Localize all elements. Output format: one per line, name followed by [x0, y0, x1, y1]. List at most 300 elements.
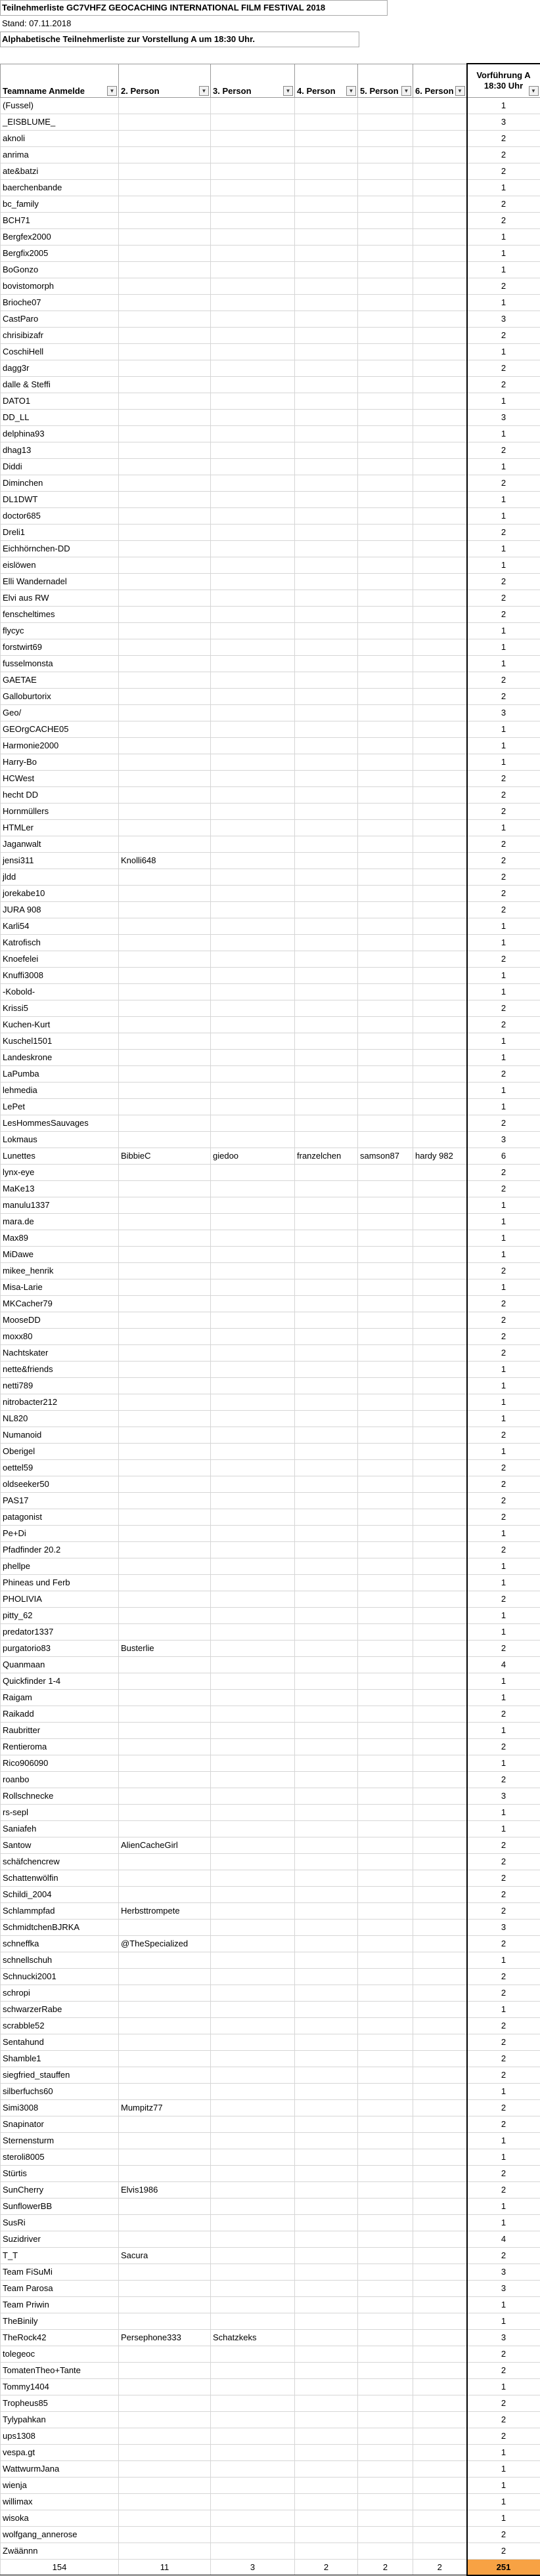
teamname-cell[interactable]: Harmonie2000 [1, 737, 119, 754]
person-6-cell[interactable] [413, 1902, 467, 1919]
person-4-cell[interactable] [295, 1492, 358, 1509]
count-cell[interactable]: 1 [467, 639, 540, 655]
person-3-cell[interactable] [211, 1558, 295, 1574]
person-2-cell[interactable]: Sacura [119, 2247, 211, 2264]
teamname-cell[interactable]: Tropheus85 [1, 2395, 119, 2411]
teamname-cell[interactable]: predator1337 [1, 1623, 119, 1640]
person-5-cell[interactable] [358, 1558, 413, 1574]
count-cell[interactable]: 3 [467, 114, 540, 130]
person-5-cell[interactable] [358, 524, 413, 540]
person-6-cell[interactable] [413, 2083, 467, 2099]
person-5-cell[interactable] [358, 245, 413, 261]
person-4-cell[interactable] [295, 590, 358, 606]
count-cell[interactable]: 2 [467, 442, 540, 458]
person-5-cell[interactable] [358, 540, 413, 557]
person-4-cell[interactable] [295, 2444, 358, 2460]
person-5-cell[interactable] [358, 343, 413, 360]
person-3-cell[interactable] [211, 491, 295, 507]
count-cell[interactable]: 2 [467, 1935, 540, 1952]
person-5-cell[interactable] [358, 1049, 413, 1065]
person-4-cell[interactable] [295, 885, 358, 901]
person-4-cell[interactable] [295, 639, 358, 655]
person-6-cell[interactable] [413, 1065, 467, 1082]
person-2-cell[interactable] [119, 2198, 211, 2214]
person-2-cell[interactable] [119, 2149, 211, 2165]
person-5-cell[interactable] [358, 1131, 413, 1148]
teamname-cell[interactable]: Eichhörnchen-DD [1, 540, 119, 557]
person-5-cell[interactable] [358, 2214, 413, 2231]
person-3-cell[interactable] [211, 1492, 295, 1509]
person-5-cell[interactable] [358, 1722, 413, 1738]
person-6-cell[interactable] [413, 2346, 467, 2362]
person-4-cell[interactable] [295, 458, 358, 475]
person-4-cell[interactable] [295, 475, 358, 491]
count-cell[interactable]: 2 [467, 1640, 540, 1656]
count-cell[interactable]: 1 [467, 2132, 540, 2149]
person-5-cell[interactable] [358, 261, 413, 278]
teamname-cell[interactable]: LaPumba [1, 1065, 119, 1082]
person-2-cell[interactable] [119, 836, 211, 852]
person-4-cell[interactable] [295, 1804, 358, 1820]
count-cell[interactable]: 2 [467, 376, 540, 393]
person-2-cell[interactable] [119, 1328, 211, 1344]
person-6-cell[interactable] [413, 2264, 467, 2280]
count-cell[interactable]: 1 [467, 2493, 540, 2510]
person-2-cell[interactable] [119, 1230, 211, 1246]
count-cell[interactable]: 2 [467, 1968, 540, 1985]
person-3-cell[interactable] [211, 2017, 295, 2034]
person-2-cell[interactable] [119, 2493, 211, 2510]
person-2-cell[interactable] [119, 1591, 211, 1607]
person-3-cell[interactable] [211, 1049, 295, 1065]
teamname-cell[interactable]: Schnucki2001 [1, 1968, 119, 1985]
person-6-cell[interactable] [413, 1985, 467, 2001]
total-cell[interactable]: 2 [358, 2559, 413, 2575]
person-6-cell[interactable] [413, 1640, 467, 1656]
person-5-cell[interactable] [358, 622, 413, 639]
person-2-cell[interactable] [119, 343, 211, 360]
person-2-cell[interactable] [119, 278, 211, 294]
person-2-cell[interactable] [119, 1098, 211, 1115]
person-3-cell[interactable] [211, 2165, 295, 2181]
person-6-cell[interactable] [413, 97, 467, 114]
person-4-cell[interactable] [295, 1853, 358, 1870]
teamname-cell[interactable]: GAETAE [1, 672, 119, 688]
count-cell[interactable]: 2 [467, 1738, 540, 1755]
person-6-cell[interactable] [413, 1509, 467, 1525]
person-6-cell[interactable] [413, 918, 467, 934]
person-4-cell[interactable] [295, 2034, 358, 2050]
person-4-cell[interactable] [295, 1344, 358, 1361]
person-5-cell[interactable] [358, 1394, 413, 1410]
teamname-cell[interactable]: schneffka [1, 1935, 119, 1952]
person-4-cell[interactable] [295, 343, 358, 360]
person-3-cell[interactable] [211, 1262, 295, 1279]
person-4-cell[interactable] [295, 1033, 358, 1049]
person-5-cell[interactable] [358, 2444, 413, 2460]
count-cell[interactable]: 3 [467, 1919, 540, 1935]
teamname-cell[interactable]: Max89 [1, 1230, 119, 1246]
person-4-cell[interactable] [295, 1902, 358, 1919]
person-5-cell[interactable] [358, 1788, 413, 1804]
person-3-cell[interactable] [211, 1476, 295, 1492]
teamname-cell[interactable]: MiDawe [1, 1246, 119, 1262]
count-cell[interactable]: 2 [467, 1706, 540, 1722]
teamname-cell[interactable]: flycyc [1, 622, 119, 639]
count-cell[interactable]: 1 [467, 1755, 540, 1771]
teamname-cell[interactable]: Snapinator [1, 2116, 119, 2132]
teamname-cell[interactable]: Diddi [1, 458, 119, 475]
count-cell[interactable]: 2 [467, 1016, 540, 1033]
person-4-cell[interactable] [295, 901, 358, 918]
person-4-cell[interactable] [295, 327, 358, 343]
teamname-cell[interactable]: Zwäännn [1, 2543, 119, 2559]
person-3-cell[interactable] [211, 163, 295, 179]
person-5-cell[interactable] [358, 1344, 413, 1361]
person-5-cell[interactable] [358, 672, 413, 688]
person-3-cell[interactable] [211, 1706, 295, 1722]
person-6-cell[interactable] [413, 1722, 467, 1738]
person-5-cell[interactable] [358, 146, 413, 163]
teamname-cell[interactable]: pitty_62 [1, 1607, 119, 1623]
total-cell[interactable]: 3 [211, 2559, 295, 2575]
person-4-cell[interactable] [295, 1197, 358, 1213]
person-4-cell[interactable] [295, 2264, 358, 2280]
count-cell[interactable]: 4 [467, 1656, 540, 1673]
person-5-cell[interactable] [358, 278, 413, 294]
count-cell[interactable]: 2 [467, 803, 540, 819]
count-cell[interactable]: 1 [467, 1213, 540, 1230]
count-cell[interactable]: 2 [467, 2395, 540, 2411]
person-6-cell[interactable] [413, 1459, 467, 1476]
count-cell[interactable]: 2 [467, 573, 540, 590]
person-3-cell[interactable] [211, 2362, 295, 2378]
person-5-cell[interactable] [358, 2149, 413, 2165]
person-2-cell[interactable] [119, 114, 211, 130]
count-cell[interactable]: 2 [467, 524, 540, 540]
person-5-cell[interactable] [358, 2411, 413, 2428]
person-3-cell[interactable] [211, 1279, 295, 1295]
person-6-cell[interactable] [413, 639, 467, 655]
count-cell[interactable]: 3 [467, 311, 540, 327]
count-cell[interactable]: 2 [467, 770, 540, 786]
person-3-cell[interactable] [211, 2493, 295, 2510]
person-2-cell[interactable] [119, 327, 211, 343]
person-4-cell[interactable] [295, 360, 358, 376]
person-6-cell[interactable] [413, 2444, 467, 2460]
person-3-cell[interactable] [211, 1788, 295, 1804]
teamname-cell[interactable]: Quanmaan [1, 1656, 119, 1673]
person-4-cell[interactable] [295, 311, 358, 327]
person-6-cell[interactable] [413, 2395, 467, 2411]
teamname-cell[interactable]: Brioche07 [1, 294, 119, 311]
person-5-cell[interactable] [358, 1820, 413, 1837]
person-5-cell[interactable] [358, 1377, 413, 1394]
person-4-cell[interactable] [295, 1377, 358, 1394]
person-2-cell[interactable] [119, 475, 211, 491]
person-4-cell[interactable] [295, 622, 358, 639]
person-2-cell[interactable] [119, 245, 211, 261]
teamname-cell[interactable]: Misa-Larie [1, 1279, 119, 1295]
person-3-cell[interactable] [211, 2460, 295, 2477]
person-2-cell[interactable] [119, 524, 211, 540]
total-cell[interactable]: 2 [295, 2559, 358, 2575]
teamname-cell[interactable]: Dreli1 [1, 524, 119, 540]
count-cell[interactable]: 2 [467, 196, 540, 212]
count-cell[interactable]: 2 [467, 1000, 540, 1016]
person-6-cell[interactable] [413, 1312, 467, 1328]
count-cell[interactable]: 1 [467, 2198, 540, 2214]
person-6-cell[interactable] [413, 1262, 467, 1279]
person-6-cell[interactable] [413, 2132, 467, 2149]
person-3-cell[interactable] [211, 146, 295, 163]
person-6-cell[interactable] [413, 885, 467, 901]
person-6-cell[interactable] [413, 360, 467, 376]
person-2-cell[interactable] [119, 819, 211, 836]
person-3-cell[interactable] [211, 114, 295, 130]
person-3-cell[interactable] [211, 343, 295, 360]
person-5-cell[interactable] [358, 1033, 413, 1049]
teamname-cell[interactable]: Pe+Di [1, 1525, 119, 1541]
count-cell[interactable]: 1 [467, 1607, 540, 1623]
person-5-cell[interactable] [358, 114, 413, 130]
person-4-cell[interactable] [295, 1689, 358, 1706]
person-2-cell[interactable]: Knolli648 [119, 852, 211, 869]
person-6-cell[interactable] [413, 475, 467, 491]
person-3-cell[interactable] [211, 1328, 295, 1344]
person-4-cell[interactable] [295, 1837, 358, 1853]
person-2-cell[interactable] [119, 2411, 211, 2428]
person-3-cell[interactable] [211, 1033, 295, 1049]
person-6-cell[interactable] [413, 786, 467, 803]
teamname-cell[interactable]: Schildi_2004 [1, 1886, 119, 1902]
teamname-cell[interactable]: Landeskrone [1, 1049, 119, 1065]
person-5-cell[interactable] [358, 1000, 413, 1016]
teamname-cell[interactable]: doctor685 [1, 507, 119, 524]
teamname-cell[interactable]: willimax [1, 2493, 119, 2510]
count-cell[interactable]: 1 [467, 458, 540, 475]
person-5-cell[interactable] [358, 2460, 413, 2477]
person-4-cell[interactable] [295, 2116, 358, 2132]
person-4-cell[interactable] [295, 1574, 358, 1591]
person-5-cell[interactable] [358, 1673, 413, 1689]
person-5-cell[interactable] [358, 1427, 413, 1443]
person-4-cell[interactable] [295, 2460, 358, 2477]
teamname-cell[interactable]: Shamble1 [1, 2050, 119, 2067]
person-5-cell[interactable] [358, 1016, 413, 1033]
count-cell[interactable]: 2 [467, 327, 540, 343]
person-6-cell[interactable] [413, 1197, 467, 1213]
person-4-cell[interactable] [295, 1098, 358, 1115]
person-4-cell[interactable] [295, 245, 358, 261]
person-6-cell[interactable] [413, 1427, 467, 1443]
filter-dropdown-icon[interactable]: ▼ [346, 86, 356, 96]
count-cell[interactable]: 1 [467, 1722, 540, 1738]
person-3-cell[interactable] [211, 540, 295, 557]
count-cell[interactable]: 2 [467, 1591, 540, 1607]
person-5-cell[interactable] [358, 1574, 413, 1591]
person-3-cell[interactable] [211, 2378, 295, 2395]
count-cell[interactable]: 2 [467, 951, 540, 967]
teamname-cell[interactable]: ups1308 [1, 2428, 119, 2444]
person-3-cell[interactable] [211, 1722, 295, 1738]
person-2-cell[interactable] [119, 770, 211, 786]
person-5-cell[interactable] [358, 836, 413, 852]
person-6-cell[interactable] [413, 1574, 467, 1591]
person-3-cell[interactable] [211, 590, 295, 606]
person-6-cell[interactable] [413, 934, 467, 951]
person-3-cell[interactable] [211, 2231, 295, 2247]
person-2-cell[interactable] [119, 393, 211, 409]
teamname-cell[interactable]: PHOLIVIA [1, 1591, 119, 1607]
count-cell[interactable]: 1 [467, 2444, 540, 2460]
person-2-cell[interactable]: Mumpitz77 [119, 2099, 211, 2116]
count-cell[interactable]: 2 [467, 2428, 540, 2444]
teamname-cell[interactable]: aknoli [1, 130, 119, 146]
person-6-cell[interactable] [413, 655, 467, 672]
teamname-cell[interactable]: HTMLer [1, 819, 119, 836]
person-4-cell[interactable] [295, 2247, 358, 2264]
teamname-cell[interactable]: Rentieroma [1, 1738, 119, 1755]
person-6-cell[interactable] [413, 261, 467, 278]
person-4-cell[interactable] [295, 2017, 358, 2034]
count-cell[interactable]: 2 [467, 1853, 540, 1870]
count-cell[interactable]: 1 [467, 622, 540, 639]
person-2-cell[interactable] [119, 2214, 211, 2231]
teamname-cell[interactable]: Kuchen-Kurt [1, 1016, 119, 1033]
person-2-cell[interactable] [119, 1427, 211, 1443]
person-4-cell[interactable] [295, 1591, 358, 1607]
teamname-cell[interactable]: LesHommesSauvages [1, 1115, 119, 1131]
person-6-cell[interactable] [413, 557, 467, 573]
person-4-cell[interactable] [295, 2280, 358, 2296]
person-4-cell[interactable] [295, 130, 358, 146]
person-2-cell[interactable] [119, 2460, 211, 2477]
teamname-cell[interactable]: mikee_henrik [1, 1262, 119, 1279]
person-3-cell[interactable] [211, 2428, 295, 2444]
count-cell[interactable]: 2 [467, 278, 540, 294]
person-5-cell[interactable] [358, 1541, 413, 1558]
person-3-cell[interactable] [211, 130, 295, 146]
teamname-cell[interactable]: Galloburtorix [1, 688, 119, 704]
person-4-cell[interactable] [295, 228, 358, 245]
person-3-cell[interactable] [211, 1952, 295, 1968]
count-cell[interactable]: 1 [467, 1197, 540, 1213]
person-5-cell[interactable] [358, 590, 413, 606]
person-3-cell[interactable] [211, 2477, 295, 2493]
person-2-cell[interactable] [119, 1607, 211, 1623]
person-5-cell[interactable] [358, 2493, 413, 2510]
person-3-cell[interactable] [211, 1065, 295, 1082]
person-2-cell[interactable] [119, 2346, 211, 2362]
person-3-cell[interactable] [211, 639, 295, 655]
person-2-cell[interactable] [119, 2296, 211, 2313]
person-5-cell[interactable] [358, 2099, 413, 2116]
teamname-cell[interactable]: Raikadd [1, 1706, 119, 1722]
person-4-cell[interactable] [295, 212, 358, 228]
person-6-cell[interactable] [413, 507, 467, 524]
person-2-cell[interactable] [119, 1706, 211, 1722]
person-3-cell[interactable] [211, 2198, 295, 2214]
person-4-cell[interactable] [295, 770, 358, 786]
person-4-cell[interactable] [295, 97, 358, 114]
person-4-cell[interactable] [295, 934, 358, 951]
count-cell[interactable]: 1 [467, 540, 540, 557]
person-4-cell[interactable] [295, 1525, 358, 1541]
person-2-cell[interactable] [119, 2510, 211, 2526]
person-2-cell[interactable] [119, 1656, 211, 1673]
person-6-cell[interactable] [413, 754, 467, 770]
person-3-cell[interactable] [211, 1394, 295, 1410]
person-5-cell[interactable] [358, 376, 413, 393]
person-4-cell[interactable] [295, 1443, 358, 1459]
person-2-cell[interactable]: Elvis1986 [119, 2181, 211, 2198]
teamname-cell[interactable]: MooseDD [1, 1312, 119, 1328]
person-5-cell[interactable] [358, 2017, 413, 2034]
count-cell[interactable]: 1 [467, 491, 540, 507]
person-5-cell[interactable] [358, 754, 413, 770]
person-2-cell[interactable] [119, 1246, 211, 1262]
person-5-cell[interactable] [358, 1804, 413, 1820]
teamname-cell[interactable]: oldseeker50 [1, 1476, 119, 1492]
person-2-cell[interactable] [119, 1968, 211, 1985]
person-3-cell[interactable] [211, 2411, 295, 2428]
person-4-cell[interactable] [295, 376, 358, 393]
person-3-cell[interactable] [211, 2526, 295, 2543]
person-6-cell[interactable] [413, 2149, 467, 2165]
person-6-cell[interactable] [413, 1180, 467, 1197]
person-2-cell[interactable] [119, 967, 211, 983]
teamname-cell[interactable]: WattwurmJana [1, 2460, 119, 2477]
person-3-cell[interactable] [211, 1656, 295, 1673]
person-4-cell[interactable] [295, 1131, 358, 1148]
count-cell[interactable]: 1 [467, 2510, 540, 2526]
person-3-cell[interactable] [211, 655, 295, 672]
person-2-cell[interactable] [119, 491, 211, 507]
count-cell[interactable]: 1 [467, 294, 540, 311]
count-cell[interactable]: 2 [467, 885, 540, 901]
person-6-cell[interactable] [413, 1886, 467, 1902]
person-6-cell[interactable] [413, 2067, 467, 2083]
person-3-cell[interactable] [211, 228, 295, 245]
person-5-cell[interactable] [358, 360, 413, 376]
person-5-cell[interactable] [358, 507, 413, 524]
person-5-cell[interactable] [358, 2526, 413, 2543]
teamname-cell[interactable]: wienja [1, 2477, 119, 2493]
count-cell[interactable]: 2 [467, 1427, 540, 1443]
teamname-cell[interactable]: schnellschuh [1, 1952, 119, 1968]
person-3-cell[interactable] [211, 1771, 295, 1788]
person-3-cell[interactable] [211, 376, 295, 393]
count-cell[interactable]: 1 [467, 983, 540, 1000]
teamname-cell[interactable]: Suzidriver [1, 2231, 119, 2247]
person-4-cell[interactable] [295, 507, 358, 524]
person-6-cell[interactable] [413, 2050, 467, 2067]
person-5-cell[interactable] [358, 1065, 413, 1082]
person-2-cell[interactable] [119, 885, 211, 901]
person-5-cell[interactable] [358, 2329, 413, 2346]
count-cell[interactable]: 2 [467, 1180, 540, 1197]
teamname-cell[interactable]: lehmedia [1, 1082, 119, 1098]
teamname-cell[interactable]: schropi [1, 1985, 119, 2001]
teamname-cell[interactable]: hecht DD [1, 786, 119, 803]
person-5-cell[interactable] [358, 1476, 413, 1492]
person-3-cell[interactable] [211, 901, 295, 918]
person-2-cell[interactable] [119, 901, 211, 918]
person-6-cell[interactable] [413, 967, 467, 983]
count-cell[interactable]: 1 [467, 1246, 540, 1262]
person-5-cell[interactable] [358, 852, 413, 869]
